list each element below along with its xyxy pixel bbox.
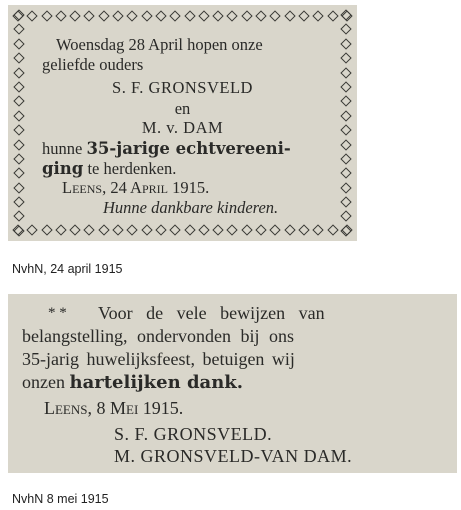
- border-ornament: [241, 224, 252, 235]
- clip2-line-1: Voor de vele bewijzen van: [98, 303, 325, 323]
- border-ornament: [340, 139, 351, 150]
- border-ornament: [198, 224, 209, 235]
- border-ornament: [141, 10, 152, 21]
- border-ornament: [313, 224, 324, 235]
- border-ornament: [298, 224, 309, 235]
- border-ornament: [13, 225, 24, 236]
- border-ornament: [313, 10, 324, 21]
- border-ornament: [84, 10, 95, 21]
- border-ornament: [27, 10, 38, 21]
- border-ornament: [255, 10, 266, 21]
- clip1-en: en: [174, 99, 191, 118]
- clip2-name-2: M. GRONSVELD-VAN DAM.: [114, 446, 353, 466]
- border-ornament: [127, 10, 138, 21]
- border-ornament: [284, 224, 295, 235]
- border-ornament: [198, 10, 209, 21]
- clip1-name-1: S. F. GRONSVELD: [112, 78, 253, 97]
- border-ornament: [41, 224, 52, 235]
- newspaper-clipping-thanks: [8, 294, 457, 473]
- border-ornament: [13, 153, 24, 164]
- border-ornament: [13, 182, 24, 193]
- clip2-line-4: [22, 371, 243, 394]
- clip1-line-6-b: 35-jarige echtvereeni-: [86, 139, 291, 158]
- border-ornament: [170, 224, 181, 235]
- border-ornament: [340, 53, 351, 64]
- border-ornament: [212, 224, 223, 235]
- border-ornament: [184, 224, 195, 235]
- border-ornament: [155, 10, 166, 21]
- border-ornament: [241, 10, 252, 21]
- border-ornament: [327, 10, 338, 21]
- ornamental-border-bottom: [14, 225, 351, 235]
- border-ornament: [27, 224, 38, 235]
- border-ornament: [13, 67, 24, 78]
- border-ornament: [340, 38, 351, 49]
- border-ornament: [155, 224, 166, 235]
- border-ornament: [13, 196, 24, 207]
- clip2-name-1: S. F. GRONSVELD.: [114, 424, 273, 444]
- border-ornament: [112, 224, 123, 235]
- border-ornament: [13, 38, 24, 49]
- border-ornament: [340, 67, 351, 78]
- border-ornament: [13, 139, 24, 150]
- border-ornament: [340, 182, 351, 193]
- border-ornament: [13, 24, 24, 35]
- clip2-place-date: Leens, 8 Mei 1915.: [44, 398, 184, 418]
- border-ornament: [55, 10, 66, 21]
- border-ornament: [284, 10, 295, 21]
- border-ornament: [340, 168, 351, 179]
- clip2-line-4-a: onzen: [22, 372, 70, 392]
- clip2-line-3: 35-jarig huwelijksfeest, betuigen wij: [22, 349, 295, 369]
- caption-2: NvhN 8 mei 1915: [12, 492, 109, 506]
- clip1-line-7-b: te herdenken.: [83, 159, 177, 178]
- border-ornament: [340, 196, 351, 207]
- border-ornament: [98, 10, 109, 21]
- border-ornament: [127, 224, 138, 235]
- border-ornament: [112, 10, 123, 21]
- border-ornament: [84, 224, 95, 235]
- clip1-signature: Hunne dankbare kinderen.: [103, 198, 279, 217]
- clip2-line-2: belangstelling, ondervonden bij ons: [22, 326, 294, 346]
- clip1-line-7: [42, 159, 176, 178]
- border-ornament: [13, 53, 24, 64]
- border-ornament: [340, 24, 351, 35]
- border-ornament: [340, 225, 351, 236]
- border-ornament: [255, 224, 266, 235]
- border-ornament: [55, 224, 66, 235]
- clip1-line-1: Woensdag 28 April hopen onze: [56, 35, 263, 54]
- border-ornament: [170, 10, 181, 21]
- border-ornament: [270, 10, 281, 21]
- border-ornament: [98, 224, 109, 235]
- clip1-place-date: Leens, 24 April 1915.: [62, 178, 210, 197]
- border-ornament: [227, 10, 238, 21]
- border-ornament: [298, 10, 309, 21]
- border-ornament: [227, 224, 238, 235]
- clip1-name-2: M. v. DAM: [141, 118, 224, 137]
- clip1-line-7-a: ging: [42, 159, 84, 178]
- clip1-line-2: geliefde ouders: [42, 55, 144, 74]
- border-ornament: [270, 224, 281, 235]
- clip1-line-6-a: hunne: [42, 139, 87, 158]
- border-ornament: [13, 168, 24, 179]
- border-ornament: [327, 224, 338, 235]
- border-ornament: [340, 9, 351, 20]
- clip2-line-4-b: hartelijken dank.: [69, 372, 244, 393]
- border-ornament: [41, 10, 52, 21]
- border-ornament: [70, 224, 81, 235]
- border-ornament: [340, 153, 351, 164]
- ornamental-border-top: [14, 11, 351, 21]
- newspaper-clipping-anniversary: [8, 5, 357, 241]
- border-ornament: [13, 211, 24, 222]
- caption-1: NvhN, 24 april 1915: [12, 262, 123, 276]
- clip1-line-6: [42, 139, 291, 158]
- border-ornament: [141, 224, 152, 235]
- border-ornament: [70, 10, 81, 21]
- border-ornament: [340, 211, 351, 222]
- clip2-stars: * *: [48, 305, 67, 321]
- border-ornament: [13, 9, 24, 20]
- border-ornament: [212, 10, 223, 21]
- border-ornament: [184, 10, 195, 21]
